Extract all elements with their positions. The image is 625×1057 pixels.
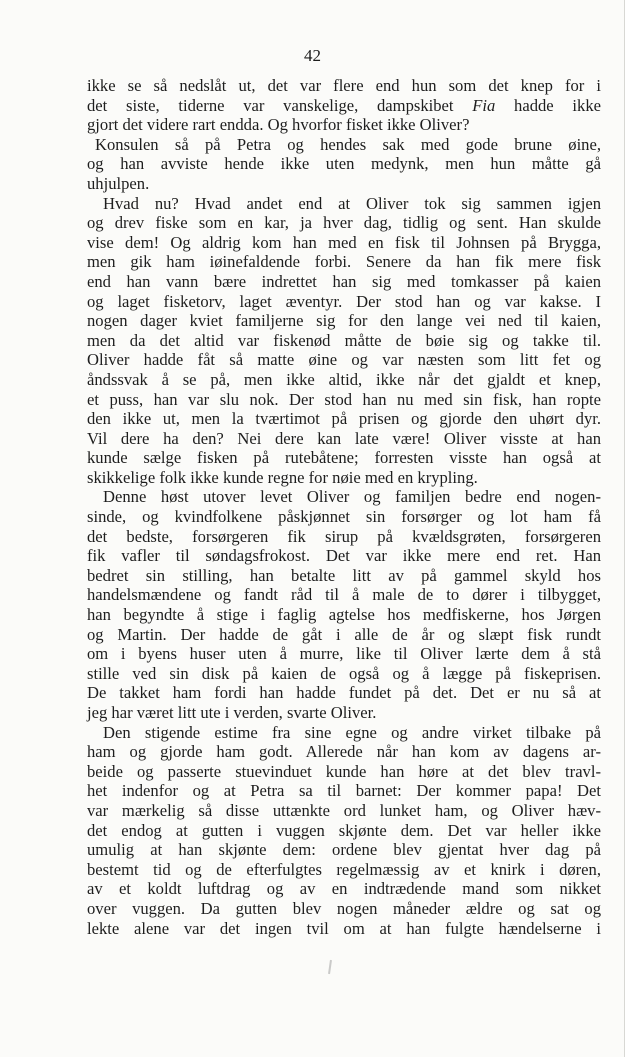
text-line: umulig at han skjønte dem: ordene blev gjentat hver dag på [87, 840, 601, 860]
text-line: handelsmændene og fandt råd til å male de to dører i tilbygget, [87, 585, 601, 605]
text-line: åndssvak å se på, men ikke altid, ikke når det gjaldt et knep, [87, 369, 601, 389]
text-line: beide og passerte stuevinduet kunde han høre at det blev travl- [87, 761, 601, 781]
text-line: stille ved sin disk på kaien de også og å lægge på fiskeprisen. [87, 663, 601, 683]
text-line: Denne høst utover levet Oliver og familjen bedre end nogen- [103, 487, 601, 507]
text-line: uhjulpen. [87, 173, 150, 193]
text-line: og drev fiske som en kar, ja hver dag, tidlig og sent. Han skulde [87, 213, 601, 233]
text-line: og han avviste hende ikke uten medynk, men hun måtte gå [87, 154, 601, 174]
text-line: nogen dager kviet familjerne sig for den lange vei ned til kaien, [87, 311, 601, 331]
text-line: av et koldt luftdrag og av en indtrædende mand som nikket [87, 879, 601, 899]
text-line: over vuggen. Da gutten blev nogen måneder ældre og sat og [87, 898, 601, 918]
text-line: jeg har været litt ute i verden, svarte Oliver. [87, 703, 377, 722]
text-line: bedret sin stilling, han betalte litt av på gammel skyld hos [87, 565, 601, 585]
text-line: bestemt tid og de efterfulgtes regelmæssig av et knirk i døren, [87, 859, 601, 879]
text-line: ham og gjorde ham godt. Allerede når han kom av dagens ar- [87, 742, 601, 762]
text-line: gjort det videre rart endda. Og hvorfor fisket ikke Oliver? [87, 115, 470, 135]
text-line: Hvad nu? Hvad andet end at Oliver tok sig sammen igjen [103, 193, 601, 213]
text-line: Den stigende estime fra sine egne og andre virket tilbake på [103, 722, 601, 742]
text-line: var mærkelig så disse uttænkte ord lunket ham, og Oliver hæv- [87, 800, 601, 820]
text-line: end han vann bære indrettet han sig med tomkasser på kaien [87, 271, 601, 291]
text-line: Oliver hadde fåt så matte øine og var næsten som litt fet og [87, 350, 601, 370]
text-line: og laget fisketorv, laget æventyr. Der stod han og var kakse. I [87, 291, 601, 311]
text-line: den ikke ut, men la tværtimot på prisen og gjorde den uhørt dyr. [87, 409, 601, 429]
text-line: De takket ham fordi han hadde fundet på det. Det er nu så at [87, 683, 601, 703]
text-line: men gik ham iøinefaldende forbi. Senere da han fik mere fisk [87, 252, 601, 272]
text-line: vise dem! Og aldrig kom han med en fisk til Johnsen på Brygga, [87, 232, 601, 252]
text-line: men da det altid var fiskenød måtte de bøie sig og takke til. [87, 330, 601, 350]
text-line: sinde, og kvindfolkene påskjønnet sin forsørger og lot ham få [87, 507, 601, 527]
text-line: det bedste, forsørgeren fik sirup på kvældsgrøten, forsørgeren [87, 526, 601, 546]
text-line: ikke se så nedslåt ut, det var flere end hun som det knep for i [87, 76, 601, 95]
text-line: het indenfor og at Petra sa til barnet: Der kommer papa! Det [87, 781, 601, 801]
paper-speck [328, 960, 332, 974]
text-line: om i byens huser uten å murre, like til Oliver lærte dem å stå [87, 644, 601, 664]
text-line: et puss, han var slu nok. Der stod han nu med sin fisk, han ropte [87, 389, 601, 409]
text-line: og Martin. Der hadde de gåt i alle de år og slæpt fisk rundt [87, 624, 601, 644]
text-line: det endog at gutten i vuggen skjønte dem. Det var heller ikke [87, 820, 601, 840]
text-line: Konsulen så på Petra og hendes sak med gode brune øine, [95, 134, 601, 154]
text-line: Vil dere ha den? Nei dere kan late være! Oliver visste at han [87, 428, 601, 448]
text-line: fik vafler til søndagsfrokost. Det var ikke mere end ret. Han [87, 546, 601, 566]
text-line: han begyndte å stige i faglig agtelse hos medfiskerne, hos Jørgen [87, 605, 601, 625]
text-line: det siste, tiderne var vanskelige, dampskibet Fia hadde ikke [87, 95, 601, 115]
text-line: lekte alene var det ingen tvil om at han fulgte hændelserne i [87, 918, 601, 938]
page-number: 42 [304, 46, 321, 65]
body-text [87, 76, 601, 938]
text-line: skikkelige folk ikke kunde regne for nøie med en krypling. [87, 467, 478, 487]
text-line: kunde sælge fisken på rutebåtene; forresten visste han også at [87, 448, 601, 468]
